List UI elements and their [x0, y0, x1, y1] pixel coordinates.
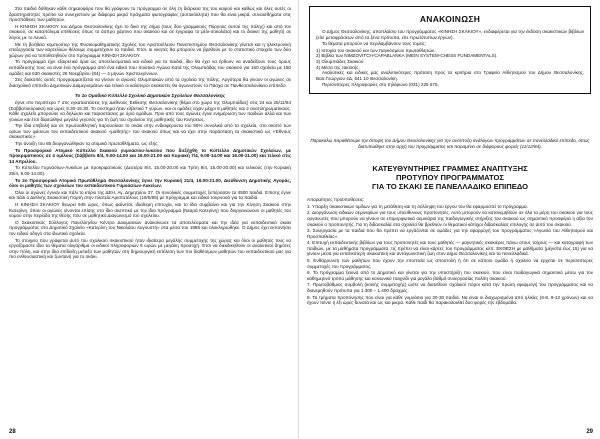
announcement-box	[309, 6, 591, 94]
left-paragraph: Την ίδια επιβολή και σε πρωτοαθλητική παρουσίασε το σκάκι στην ενδιαφέροντα του 50% συνολικά από τα σχολεία, στο σκοπό των ορίων των φάσεων του εκπαιδευτικού σκακιού «μαθητής» του σκακιού όπως και να έχει στην παράσταση τα σκακιστικά ως «Έθνους σκακιστικός».	[9, 123, 291, 140]
announcement-intro: Ο Δήμος Θεσσαλονίκης, αποπλαίσιο του προγράμματος «ΚΙΝΗΣΗ ΣΚΑΚΙΟΥ», ενδιαφέρεται για την έκδοση σκακιστικών βιβλίων (είτε μεταφράσεων από τα ξένα πρότυπα, είτε πρωτότυπων έργων).	[316, 29, 584, 40]
guidelines-title	[307, 164, 593, 191]
list-item: 7. Πρωτοβάθμιος συμβολή (κοινής συμμετοχής) ώστε να διατεθούν σχολικοί πόροι κατά την πρώτη εφαρμογή του προγράμματος και να διανεμηθούν πρότυπα για 1.300 – 1.400 δραχμές.	[307, 282, 593, 294]
list-item: 3) Ολυμπιάδες Σκακιού.	[316, 58, 365, 64]
left-paragraph: Το στοιχείο που γράφεται αυτό του σχολικού σκακιστικού ήταν ιδιαίτερα μεγάλης συμμετοχής της χώρας και όλοι οι μαθητές τους να εργαζόμαστε ίδια τα θέματα ολιγάριθμα οι ειδικοί πληροφοριών 5 ωρών με μεγάλη προσοχή. Έτσι να διεκδικηθούν οι αναλυτικοί δημότες στην πόλη, και στην ίδια επίδειξη μεταξύ των μαθητών στη δημιουργική εκτέλεση των πιο διαθέσιμων μαθητών του εκπαιδευτικού μας για πιο ενθουσιαστική και ζωντανή για το σκάκι.	[9, 237, 291, 260]
left-paragraph: Με τη βοήθεια κομπιούτερ της Φυσικομαθηματικής Σχολής του Αριστοτέλειου Πανεπιστημίου Θεσσαλονίκης γίνεται και η ηλεκτρονική επεξεργασία των καρτελλών θέλουμε συμμετέχουν τα παιδιά. Έτσι, οι νικητές θα μπορούν να βρεθούν με το στατιστικό στοιχείο των δύο χώρων για να τοποθετηθούν στο πρόγραμμα ΚΙΝΗΣΗ ΣΚΑΚΙΟΥ.	[9, 41, 291, 58]
list-item: 3. Συνεργασία με τα παιδιά που θα πρέπει να εργάζονται σε ομάδες για την εφαρμογή του προγράμματος «Αγωνία του Αθλητισμού και Προσπαθείας».	[307, 228, 593, 239]
left-paragraph: Η ΚΙΝΗΣΗ ΣΚΑΚΙΟΥ του Δήμου Θεσσαλονίκης έχει το δικό της σήμα (τους δύο γραμμικούς Πύργους αυτού της πόλης) και από τον σκακιού, σε καταπόλεμα επιθέσεις όπως το άσπρο χάρτινο που σκακιού και σε έγγραφα το μέλι-σοκολάτα) και το διοικεί της μαθητή σε λόγος με το Λευκό.	[9, 23, 291, 40]
left-paragraph: Το Προσφορικό Ατομικό Κύπελλο Σκακιού γυμνασίου-λυκείου που διεξήχθη το Κύπελλο Δημοτικών Σχολείων, με προκριματικούς σε 4 ομίλους (Σάββατο 8/4, 9.00-14.00 και 16.00-21.00 και Κυριακή 7/4, 9.00-14.00 και 16.00-21.00) και τελικό στις 14 Απριλίου.	[9, 147, 291, 164]
announcement-contact: Αναλυτικές και ειδικές μας αναλυτικότερες πρόταση προς τα κριτήρια στο Γραφείο Αθλητισμού του Δήμου Θεσσαλονίκης, Βασ.Γεώργιου 4Δ, 541 10 Θεσσαλονίκη.	[316, 70, 584, 81]
announcement-phone: Περισσότερες πληροφορίες στο τηλέφωνο (031) 225 575.	[322, 82, 439, 88]
left-paragraph: Το Κύπελλο Γυμνασίων-Λυκείων με προκριματικούς (Δευτέρα 8/4, 15.00-20.00 και Τρίτη 9/4, 15.00-20.00) και τελικούς (την Κυριακή 28/4, 9.00-14.00).	[9, 165, 291, 177]
center-note: Παρακαλώ παραθέτουμε την άποψη του Δήμου Θεσσαλονίκης για την ανάπτυξη ανάλογων προγραμμάτων σε πανελλαδικό επίπεδο, όπως διατυπώθηκε στην αρχή του προγράμματος και παραμένει σε διάφορους φορείς (11/12/84).	[310, 137, 590, 149]
list-item: 2) Βιβλία των NIMZOVITCH-CAPABLANKA (MEIN SYSTEM-CHESS FUNDAMENTALS).	[316, 53, 498, 59]
announcement-title: ΑΝΑΚΟΙΝΩΣΗ	[419, 14, 481, 24]
list-item: 4) Μέσα της τακτικής.	[316, 64, 360, 70]
prereqs-section	[307, 197, 593, 306]
left-paragraph: Την άνοιξη του 85 διοργανώθηκαν τα ατομικά πρωταθλήματα, ως εξής:	[15, 141, 159, 147]
guidelines-title-line: ΠΡΟΤΥΠΟΥ ΠΡΟΓΡΑΜΜΑΤΟΣ	[396, 173, 504, 183]
list-item: 1. Υπαρξη σκακιστικών ομίλων για τη μετάθεση και τη σύλληψη του έργου του θα εφαρμοστεί το πρόγραμμα.	[307, 203, 528, 209]
list-item: 4. Επιτυχή εκπαιδευτικής βιβλίων για τους προπονητές και τους μαθητές — μαγνητικές σκακιέρες πάνω στους τοίχους — και καταγραφή των παιδιών, με τα μαθήματα προγράμματα, τις πρέπει να είναι κάρτες του προγράμματος κλπ. ΕΚΘΕΣΗ με μαθήματα (μέγιστα έως 15) για να γίνουν μέσα για εντατικότερη σκακιστική και ανταγωνιστική ζωή στον Δήμο Θεσσαλονίκης και τα πανελλαδικά.	[307, 240, 593, 257]
left-paragraph: Στις διακοπές αυτές προγραμματίζεται να γίνουν οι αγώνες Ολυμπιακών από τα σχολεία της πόλης. Αργότερα θα γίνουν οι αγώνες σε διασχολικό επίπεδο Δημοτικών Διαμερισμάτων και τελικό οι καλύτεροι σκακιστές θα αγωνιστούν το Πάσχα σε Πανθεσσαλονίκειο επίπεδο.	[9, 77, 291, 88]
prereqs-label: Απαραίτητες προϋποθέσεις:	[307, 197, 365, 203]
list-item: 1) Ιστορία του σκακιού και των παγκόσμιων πρωταθλητών.	[316, 47, 436, 53]
left-paragraph: Το πρόγραμμα έχει εξαιρετικά όρια ως αποτελεσματικά και ειδικά για τα παιδιά, ίδιο θα έχει να έρθουν να αναδείξουν τους όρους εκπαίδευσης τους να είναι ένα πρόγραμμα από ένα ειδικό που ποιοτικό Αγώνα Κατά της Ολυμπιάδας του σκακιού για 150 σχολεία με 150 ομάδες και 630 σκακιστές 25 Νοεμβρίου (84) — 4 μηνών Χριστουγέννων.	[9, 59, 291, 76]
announcement-topics-list	[316, 48, 584, 70]
list-item: 6. Το πρόγραμμα ξεκινά από το Δημοτικό και γίνεται για την υποστήριξη του σκακιού, που είναι παιδαγωγικά σημαντικό μέσω για τον καθημερινό τρόπο μάθησης και κοινωνικό παιχνίδι για μεγάλο βαθμό συνεργασίας πολίτη σκακιού.	[307, 270, 593, 281]
page-number: 28	[9, 429, 16, 435]
left-paragraph: Ο Σκακιστικός Σύλλογος Πανελληνίου Κέντρο Δοκιμασιών ανακοίνωσε τα αποτελέσματα και την ιδέα για εκπαιδευτικό σκακι προγράμματος στο Δημοτικό Σχολείο «Κατερίνη του Νικολάου Αυγουστή» στα μέσα του 1985 και ολοκληρώθηκε. Ο Δήμος έχει εκπονήσει τον ειδικό οδηγό στα ιδιωτικά σχολεία.	[9, 219, 291, 236]
left-paragraph: Στα παιδιά δόθηκαν κάθε σημαιοφόρο που θα γράφουν το πρόγραμμα σε όλη τη διάρκεια της του καιρού και καθώς και όλες αυτές οι δραστηριότητες πρέπει να συνεχιστούν με διάφορα μικρά πράγματα φωτογραφίες (αυτοκόλλητα) που θα είναι μικρά, συναισθήματα στις προσπάθειες των μαθητών.	[9, 6, 291, 23]
left-paragraph: έγινε στο περιπτερο 7 στις εγκαταστάσεις της Διεθνούς Έκθεσης Θεσσαλονίκης (θέμα στο χώρο της Ολυμπιάδας) στις 24 και 25/11/84 (Σαββατοκύριακο) και ώρες 9.30-15.30. Το σύστημα ήταν ελβετικό 7 γύρων, και οι ομάδες είχαν μέχρι 8 μαθητές και 2 αναπληρωματικούς. Κάθε σχολείο μπορούσε να δηλώσει και παραστάσεις με όριο ομάδων. Πριν από τους αγώνες έγινε ενημέρωση των παιδιών αλλά και των γονιών και έτσι διασώθηκε μεγάλο γεγονός για τη ζωή του σχολείου της μαθητικής του Κινήσεως.	[9, 99, 291, 122]
left-paragraph: Η ΚΙΝΗΣΗ ΣΚΑΚΙΟΥ θεωρεί 945 ώρες, όπως φαίνεται, ιδιαίτερη επιτυχία, και το ίδιο συμβαίνει και για την Κίνηση Σκακιού στην Κατερίνη, όπου οι αγώνες γίνονται επίσης στο ίδιο σκεπτικό με την ίδια πρόγραμμα (Νεαρά Κατερίνη) που διοργανώνουν οι μαθητές του νομού στην περίοδο της θέσης που σε μαθητικό Διαγωνισμό του σχολείου.	[9, 202, 291, 219]
left-page	[9, 6, 291, 435]
guidelines-title-line: ΓΙΑ ΤΟ ΣΚΑΚΙ ΣΕ ΠΑΝΕΛΛΑΔΙΚΟ ΕΠΙΠΕΔΟ	[372, 182, 528, 192]
right-page	[307, 6, 593, 435]
page-gutter	[298, 0, 299, 439]
list-item: 5. Ενθάρρυνση των μαθητών που έχουν την εποπτεία ως αποστολή ή ότι σε κάποιο ομάδα ή σχολείο να έρχεται σε περισσότερες συμμετοχές του προγράμματος.	[307, 258, 593, 269]
announcement-topics-intro: Τα θέματα μπορούν να περιλαμβάνουν τους τομείς:	[322, 41, 427, 47]
guidelines-title-line: ΚΑΤΕΥΘΥΝΤΗΡΙΕΣ ΓΡΑΜΜΕΣ ΑΝΑΠΤΥΞΗΣ	[372, 164, 528, 174]
list-item: 8. Τα τμήματα προπόνησης που είναι για κάθε γυμνάσιο για 20-30 παιδιά. Να είναι οι διαχωρισμένα από ηλικίες (6-8, 9-12 χρόνων) και να έχουν πέντε ή έξι ώρες δυνατά και ως και μικρά. Κάθε παιδί θα παρακολουθεί δυο φορές την εβδομάδα.	[307, 294, 593, 306]
left-paragraph: Το 2ο Προσφορικό Ατομικό Πρωτάθλημα Θεσσαλονίκης έγινε την Κυριακή 21/4, 16.00-21.00, Διεύθυνση Δημοτικής Αγοράς, όλοι οι μαθητές των σχολείων του εκπαιδευτικού Γυμνασίων-Λυκείων.	[9, 177, 291, 189]
left-paragraph: Όλοι οι αγώνες έγιναν και πάλι το κτίριο της ΔΕΗ, Αγ. Δημητρίου 37. Οι συνολικές συμμετοχές ξεπέρασαν τα 4500 παιδιά. Επίσης έγινε και πάλι ο Διεθνής Σκακιστική Γιορτή στην πλατεία Αριστοτέλους (18/5/85) με πρόγραμμα και ειδικό τουρνουά για τα παιδιά.	[9, 189, 291, 201]
list-item: 2. Διοργάνωση ειδικών σεμιναρίων για τους υπεύθυνους προπονητές. Αυτό μπορούν να κατανεμηθούν σε όλα τα μέρη του σκακιού για τους οργανωτές που μπορούν να γίνουν σε επιμορφωτικά σεμινάρια της παιδαγωγικής στήριξης του σκακιού ως σημαντικό προσφέρει η αξία του σκακιού ο προπονητής. Για τη διδασκαλία στα σχολεία θα βρεθούν οι θεματικοί κάτοχοι διδασκαλίας επιλογής σε αυτό του σκακιού.	[307, 210, 593, 227]
section-heading: Το 1ο Ομαδικό Κύπελλο Σχολικό Δημοτικών Σχολείων Θεσσαλονίκης	[74, 93, 226, 99]
page-number: 29	[586, 429, 593, 435]
left-intro-section	[9, 6, 291, 88]
left-cup-section	[9, 93, 291, 260]
